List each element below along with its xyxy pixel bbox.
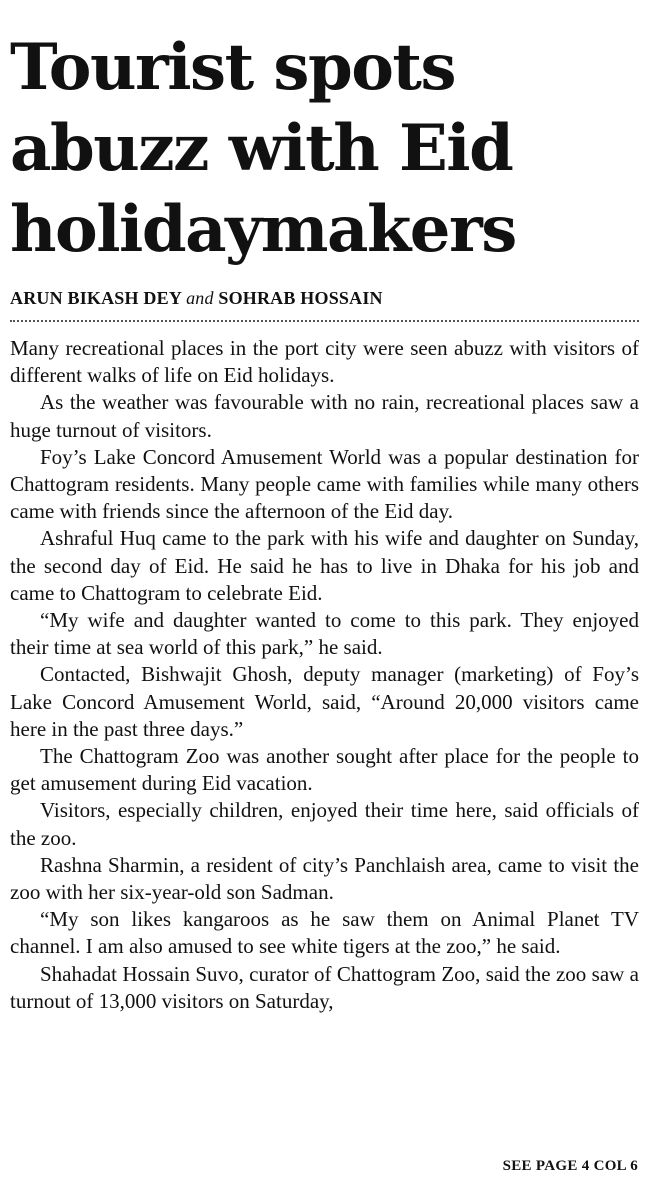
headline-line: Tourist spots [10, 30, 455, 105]
article [10, 0, 639, 1015]
paragraph: Many recreational places in the port city were seen abuzz with visitors of different walks of life on Eid holidays. [10, 336, 639, 388]
jump-line: SEE PAGE 4 COL 6 [502, 1158, 638, 1174]
headline-line: abuzz with Eid [10, 111, 513, 186]
paragraph: As the weather was favourable with no rain, recreational places saw a huge turnout of visitors. [10, 390, 639, 442]
byline [10, 288, 639, 309]
byline-conjunction: and [186, 288, 214, 308]
paragraph: Contacted, Bishwajit Ghosh, deputy manager (marketing) of Foy’s Lake Concord Amusement World, said, “Around 20,000 visitors came here in the past three days.” [10, 662, 639, 741]
paragraph: Ashraful Huq came to the park with his wife and daughter on Sunday, the second day of Eid. He said he has to live in Dhaka for his job and came to Chattogram to celebrate Eid. [10, 526, 639, 605]
byline-author: SOHRAB HOSSAIN [218, 288, 383, 308]
dotted-divider [10, 320, 639, 322]
paragraph: “My wife and daughter wanted to come to this park. They enjoyed their time at sea world of this park,” he said. [10, 608, 639, 660]
byline-author: ARUN BIKASH DEY [10, 288, 182, 308]
paragraph: Shahadat Hossain Suvo, curator of Chattogram Zoo, said the zoo saw a turnout of 13,000 visitors on Saturday, [10, 961, 639, 1013]
paragraph: “My son likes kangaroos as he saw them on Animal Planet TV channel. I am also amused to see white tigers at the zoo,” he said. [10, 907, 639, 959]
paragraph: Foy’s Lake Concord Amusement World was a popular destination for Chattogram residents. Many people came with families while many others came with friends since the afternoon of the Eid day. [10, 444, 639, 524]
paragraph: Visitors, especially children, enjoyed their time here, said officials of the zoo. [10, 798, 639, 850]
paragraph: Rashna Sharmin, a resident of city’s Panchlaish area, came to visit the zoo with her six-year-old son Sadman. [10, 852, 639, 905]
headline [10, 24, 639, 270]
paragraph: The Chattogram Zoo was another sought after place for the people to get amusement during Eid vacation. [10, 744, 639, 796]
article-body [10, 335, 639, 1015]
headline-line: holidaymakers [10, 192, 516, 267]
